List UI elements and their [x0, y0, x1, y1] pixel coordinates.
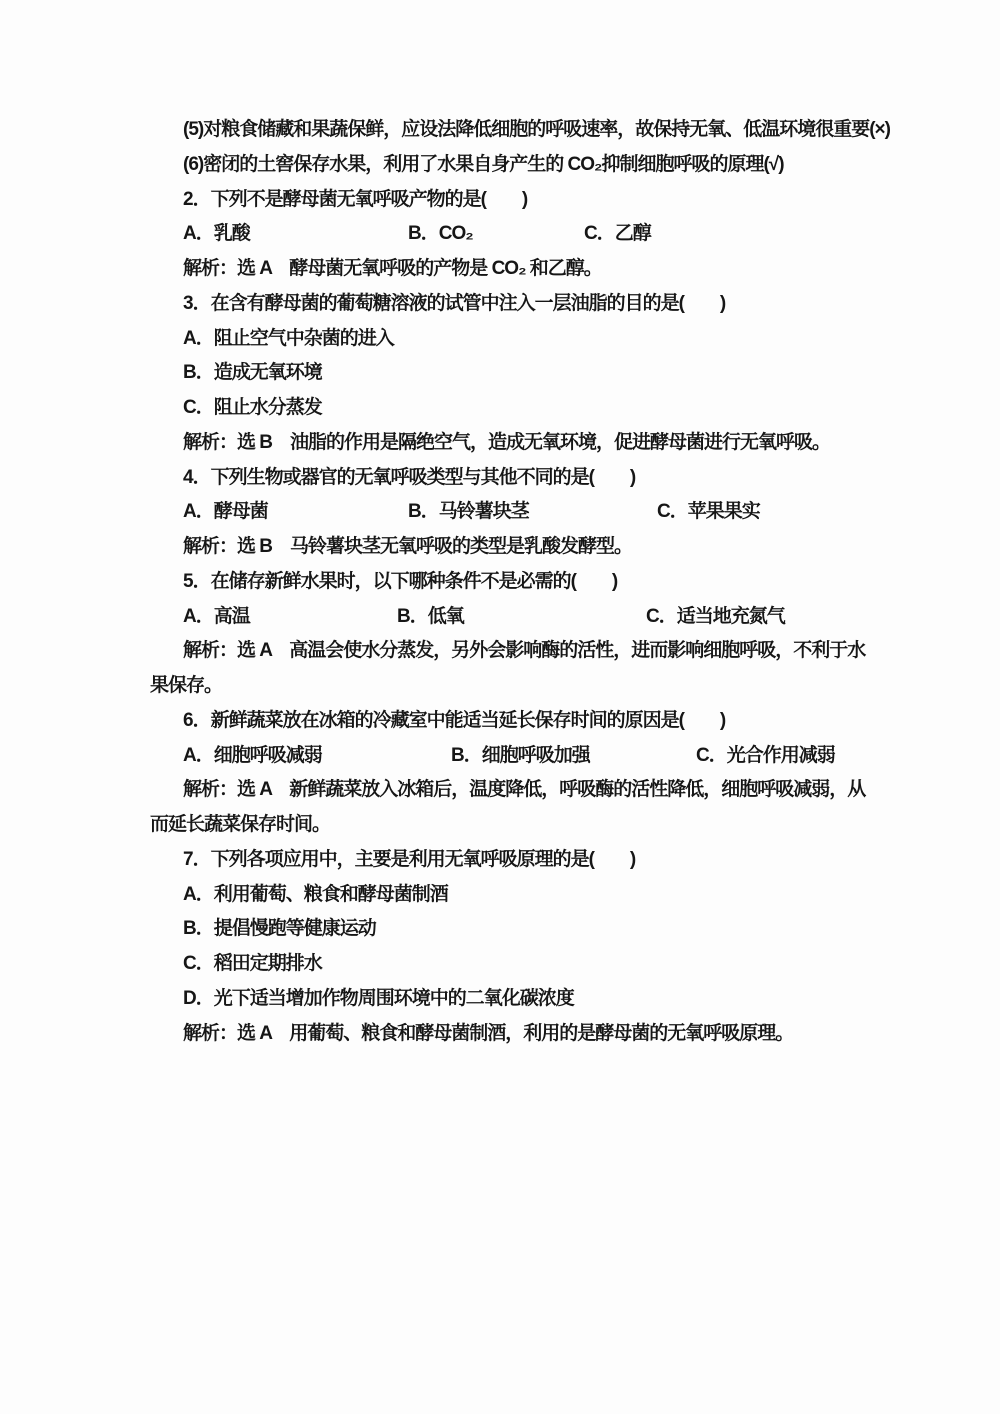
question-6-option-a: A．细胞呼吸减弱: [183, 744, 322, 766]
question-4-option-c: C．苹果果实: [657, 501, 760, 523]
question-3-analysis: 解析：选 B 油脂的作用是隔绝空气，造成无氧环境，促进酵母菌进行无氧呼吸。: [183, 431, 831, 453]
question-2-option-b: B．CO₂: [408, 223, 473, 245]
question-5-option-a: A．高温: [183, 605, 250, 627]
question-6-option-b: B．细胞呼吸加强: [451, 744, 590, 766]
question-6-options-row: [150, 744, 866, 779]
question-7-option-b: B．提倡慢跑等健康运动: [183, 918, 376, 940]
judgment-item-5: (5)对粮食储藏和果蔬保鲜，应设法降低细胞的呼吸速率，故保持无氧、低温环境很重要(×): [183, 119, 890, 140]
question-5-analysis-line-1: 解析：选 A 高温会使水分蒸发，另外会影响酶的活性，进而影响细胞呼吸，不利于水: [183, 640, 866, 662]
question-2-option-a: A．乳酸: [183, 223, 250, 245]
question-6-analysis-line-2: 而延长蔬菜保存时间。: [150, 814, 331, 835]
question-7-stem: 7．下列各项应用中，主要是利用无氧呼吸原理的是( ): [183, 848, 636, 870]
question-7-option-d: D．光下适当增加作物周围环境中的二氧化碳浓度: [183, 987, 574, 1009]
question-4-analysis: 解析：选 B 马铃薯块茎无氧呼吸的类型是乳酸发酵型。: [183, 536, 633, 557]
question-3-option-c: C．阻止水分蒸发: [183, 397, 322, 418]
question-4-stem: 4．下列生物或器官的无氧呼吸类型与其他不同的是( ): [183, 466, 636, 488]
question-7-option-a: A．利用葡萄、粮食和酵母菌制酒: [183, 883, 448, 905]
question-3-stem: 3．在含有酵母菌的葡萄糖溶液的试管中注入一层油脂的目的是( ): [183, 292, 726, 314]
judgment-item-6: (6)密闭的土窖保存水果，利用了水果自身产生的 CO₂抑制细胞呼吸的原理(√): [183, 153, 784, 175]
question-5-options-row: [150, 605, 866, 640]
question-2-analysis: 解析：选 A 酵母菌无氧呼吸的产物是 CO₂ 和乙醇。: [183, 258, 602, 279]
question-4-options-row: [150, 500, 866, 535]
question-6-option-c: C．光合作用减弱: [696, 744, 835, 766]
question-3-option-a: A．阻止空气中杂菌的进入: [183, 327, 394, 349]
question-6-analysis-line-1: 解析：选 A 新鲜蔬菜放入冰箱后，温度降低，呼吸酶的活性降低，细胞呼吸减弱，从: [183, 779, 866, 801]
question-7-option-c: C．稻田定期排水: [183, 953, 322, 974]
question-5-analysis-line-2: 果保存。: [150, 675, 223, 696]
question-5-option-b: B．低氧: [397, 605, 464, 627]
question-5-stem: 5．在储存新鲜水果时，以下哪种条件不是必需的( ): [183, 570, 618, 592]
question-2-option-c: C．乙醇: [584, 223, 651, 245]
question-2-stem: 2．下列不是酵母菌无氧呼吸产物的是( ): [183, 188, 528, 210]
question-6-stem: 6．新鲜蔬菜放在冰箱的冷藏室中能适当延长保存时间的原因是( ): [183, 709, 726, 731]
question-3-option-b: B．造成无氧环境: [183, 362, 322, 384]
question-5-option-c: C．适当地充氮气: [646, 605, 785, 627]
question-4-option-a: A．酵母菌: [183, 501, 268, 523]
question-7-analysis: 解析：选 A 用葡萄、粮食和酵母菌制酒，利用的是酵母菌的无氧呼吸原理。: [183, 1022, 794, 1044]
question-2-options-row: [150, 222, 866, 257]
exercise-content: [150, 118, 890, 1056]
question-4-option-b: B．马铃薯块茎: [408, 501, 529, 523]
